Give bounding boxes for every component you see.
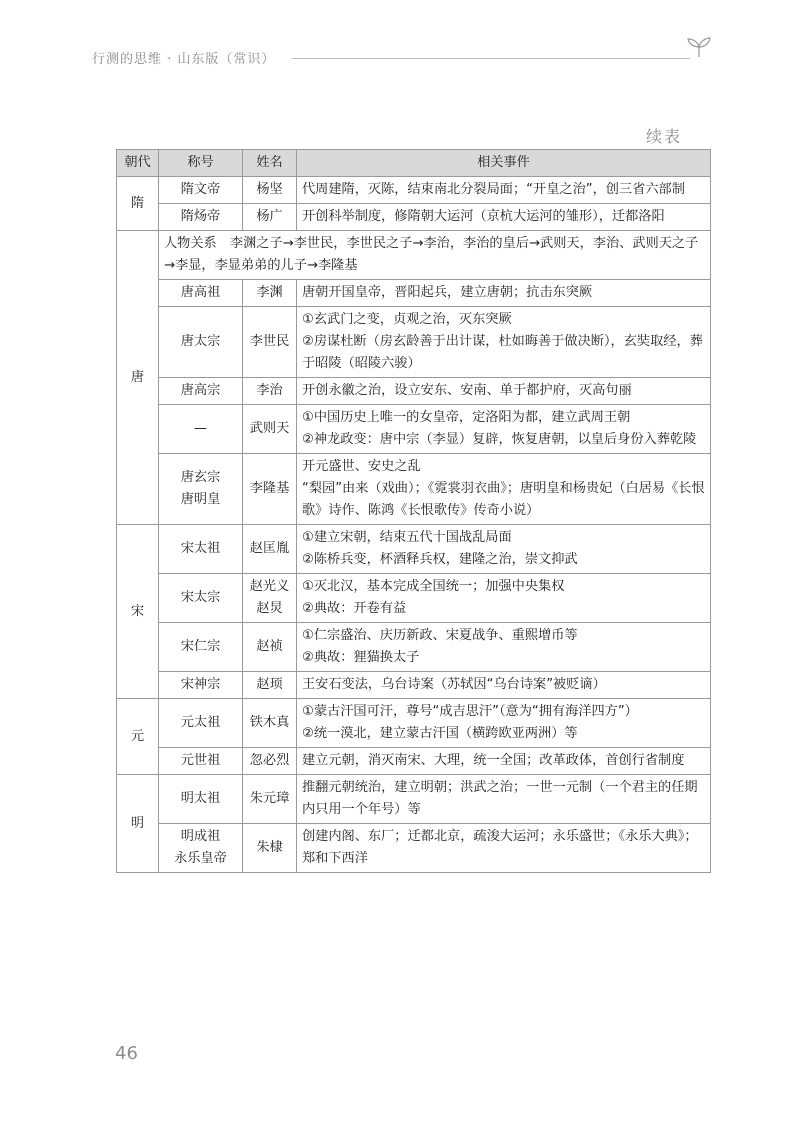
title-cell [159,405,243,454]
events-cell [297,623,711,672]
sprout-icon [686,36,712,58]
cell-line: 明太祖 [180,791,221,806]
cell-line: ①建立宋朝，结束五代十国战乱局面 [302,530,512,545]
events-cell [297,574,711,623]
cell-line: 开创科举制度，修隋朝大运河（京杭大运河的雏形），迁都洛阳 [302,209,665,224]
cell-line: “梨园”由来（戏曲）；《霓裳羽衣曲》；唐明皇和杨贵妃（白居易《长恨歌》诗作、陈鸿《长恨歌传》传奇小说） [302,481,705,518]
table-row [117,525,711,574]
col-dynasty: 朝代 [117,150,159,177]
table-row [117,699,711,748]
col-title: 称号 [159,150,243,177]
cell-line: ②典故：狸猫换太子 [302,650,420,665]
title-cell [159,775,243,824]
name-cell [243,307,297,378]
page-header: 行测的思维 · 山东版（常识） [92,52,276,67]
cell-line: 李治 [256,383,283,398]
cell-line: 赵匡胤 [249,541,290,556]
name-cell [243,574,297,623]
cell-line: 建立元朝，消灭南宋、大理，统一全国；改革政体，首创行省制度 [302,753,685,768]
cell-line: 唐高祖 [180,285,221,300]
title-cell [159,525,243,574]
cell-line: 宋神宗 [180,677,221,692]
events-cell [297,824,711,873]
name-cell [243,204,297,231]
table-row [117,574,711,623]
table-row [117,824,711,873]
cell-line: ②典故：开卷有益 [302,601,407,616]
cell-line: 开创永徽之治，设立安东、安南、单于都护府，灭高句丽 [302,383,632,398]
cell-line: 宋太祖 [180,541,221,556]
events-cell [297,307,711,378]
cell-line: 朱棣 [256,840,283,855]
relations-cell: 人物关系 李渊之子→李世民，李世民之子→李治，李治的皇后→武则天，李治、武则天之子→李显，李显弟弟的儿子→李隆基 [159,231,711,280]
title-cell [159,574,243,623]
cell-line: 宋仁宗 [180,639,221,654]
dynasty-cell: 唐 [117,231,159,525]
table-row [117,672,711,699]
table-row [117,204,711,231]
title-cell [159,748,243,775]
emperor-table [116,149,711,873]
cell-line: 李世民 [249,334,290,349]
cell-line: ①玄武门之变，贞观之治，灭东突厥 [302,312,512,327]
cell-line: 元世祖 [180,753,221,768]
events-cell [297,378,711,405]
table-row [117,775,711,824]
title-cell [159,454,243,525]
events-cell [297,454,711,525]
title-cell [159,378,243,405]
title-cell [159,824,243,873]
cell-line: 推翻元朝统治，建立明朝；洪武之治；一世一元制（一个君主的任期内只用一个年号）等 [302,780,698,817]
cell-line: 代周建隋，灭陈，结束南北分裂局面；“开皇之治”，创三省六部制 [302,182,685,197]
events-cell [297,177,711,204]
table-row [117,378,711,405]
cell-line: ②神龙政变：唐中宗（李显）复辟，恢复唐朝，以皇后身份入葬乾陵 [302,432,697,447]
table-row [117,177,711,204]
table-row [117,748,711,775]
cell-line: 李隆基 [249,481,290,496]
table-header-row [117,150,711,177]
cell-line: 唐高宗 [180,383,221,398]
cell-line: 永乐皇帝 [174,851,227,866]
cell-line: 唐朝开国皇帝，晋阳起兵，建立唐朝；抗击东突厥 [302,285,593,300]
title-cell [159,672,243,699]
name-cell [243,177,297,204]
page-number: 46 [115,1043,138,1064]
relations-row [117,231,711,280]
cell-line: ①蒙古汗国可汗，尊号“成吉思汗”（意为“拥有海洋四方”） [302,704,638,719]
name-cell [243,672,297,699]
cell-line: 李渊 [256,285,283,300]
name-cell [243,699,297,748]
name-cell [243,824,297,873]
events-cell [297,405,711,454]
cell-line: ②陈桥兵变，杯酒释兵权，建隆之治，崇文抑武 [302,552,578,567]
cell-line: ①灭北汉，基本完成全国统一；加强中央集权 [302,579,565,594]
table-row [117,307,711,378]
cell-line: 赵光义 [249,579,290,594]
cell-line: 隋文帝 [180,182,221,197]
cell-line: 唐太宗 [180,334,221,349]
title-cell [159,307,243,378]
continued-label: 续表 [645,127,682,146]
cell-line: 铁木真 [249,715,290,730]
title-cell [159,699,243,748]
dynasty-cell: 宋 [117,525,159,699]
cell-line: 唐玄宗 [180,470,221,485]
cell-line: 开元盛世、安史之乱 [302,459,421,474]
cell-line: 创建内阁、东厂；迁都北京，疏浚大运河；永乐盛世；《永乐大典》；郑和下西洋 [302,829,698,866]
dynasty-cell: 隋 [117,177,159,231]
cell-line: 明成祖 [180,829,221,844]
cell-line: ①中国历史上唯一的女皇帝，定洛阳为都，建立武周王朝 [302,410,631,425]
name-cell [243,378,297,405]
cell-line: 忽必烈 [249,753,290,768]
name-cell [243,623,297,672]
cell-line: 杨坚 [256,182,283,197]
events-cell [297,699,711,748]
events-cell [297,775,711,824]
cell-line: 唐明皇 [180,492,221,507]
header-rule [292,58,690,59]
col-events: 相关事件 [297,150,711,177]
table-row [117,623,711,672]
cell-line: 元太祖 [180,715,221,730]
name-cell [243,454,297,525]
cell-line: 宋太宗 [180,590,221,605]
name-cell [243,775,297,824]
cell-line: ②房谋杜断（房玄龄善于出计谋，杜如晦善于做决断），玄奘取经，葬于昭陵（昭陵六骏） [302,334,703,371]
cell-line: ①仁宗盛治、庆历新政、宋夏战争、重熙增币等 [302,628,578,643]
col-name: 姓名 [243,150,297,177]
events-cell [297,204,711,231]
title-cell [159,204,243,231]
title-cell [159,280,243,307]
name-cell [243,748,297,775]
name-cell [243,405,297,454]
table-row [117,280,711,307]
table-row [117,405,711,454]
table-row [117,454,711,525]
cell-line: 武则天 [249,421,290,436]
events-cell [297,525,711,574]
cell-line: 杨广 [256,209,283,224]
cell-line: 王安石变法，乌台诗案（苏轼因“乌台诗案”被贬谪） [302,677,606,692]
dynasty-cell: 明 [117,775,159,873]
cell-line: 朱元璋 [249,791,290,806]
events-cell [297,748,711,775]
title-cell [159,623,243,672]
cell-line: ②统一漠北，建立蒙古汗国（横跨欧亚两洲）等 [302,726,578,741]
events-cell [297,280,711,307]
cell-line: — [193,421,208,436]
name-cell [243,525,297,574]
events-cell [297,672,711,699]
dynasty-cell: 元 [117,699,159,775]
cell-line: 赵顼 [256,677,283,692]
title-cell [159,177,243,204]
cell-line: 赵祯 [256,639,283,654]
cell-line: 隋炀帝 [180,209,221,224]
name-cell [243,280,297,307]
cell-line: 赵炅 [256,601,283,616]
